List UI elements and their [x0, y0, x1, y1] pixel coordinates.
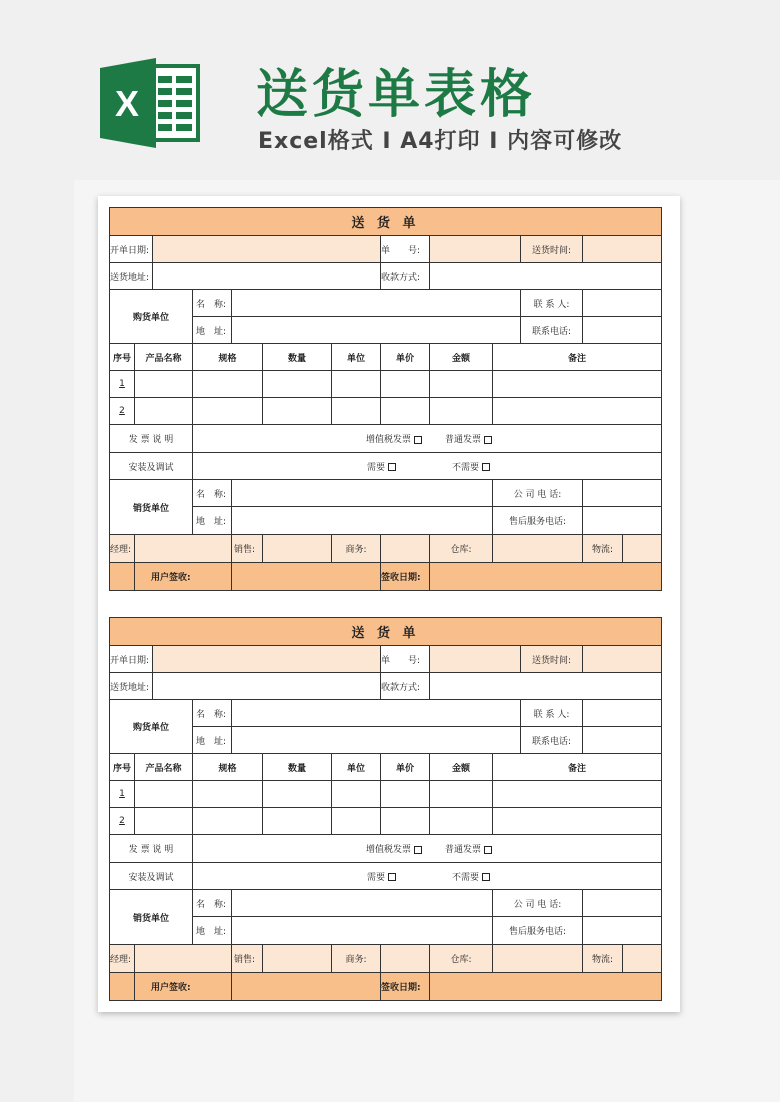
- no-need-checkbox[interactable]: [452, 870, 490, 883]
- col-header-amount: 金额: [429, 753, 493, 781]
- item-row-1-price[interactable]: [380, 370, 430, 398]
- logistics-field[interactable]: [622, 944, 662, 973]
- item-row-1-unit[interactable]: [331, 370, 381, 398]
- no-need-label: 不需要: [452, 872, 480, 883]
- no-need-label: 不需要: [452, 462, 480, 473]
- seller-label: 销货单位: [109, 889, 193, 945]
- sales-label: 销售:: [231, 944, 263, 973]
- contact-phone-label: 联系电话:: [520, 316, 583, 344]
- sign-date-field[interactable]: [429, 562, 662, 591]
- sales-field[interactable]: [262, 944, 332, 973]
- invoice-label: 发 票 说 明: [109, 424, 193, 453]
- warehouse-label: 仓库:: [429, 534, 493, 563]
- payment-method-field[interactable]: [429, 672, 662, 700]
- logistics-label: 物流:: [582, 944, 623, 973]
- vat-invoice-checkbox[interactable]: [366, 432, 422, 445]
- seller-address-field[interactable]: [231, 916, 493, 945]
- checkbox-icon: [414, 436, 422, 444]
- seller-name-field[interactable]: [231, 889, 493, 917]
- form-title: 送 货 单: [109, 207, 662, 236]
- contact-label: 联 系 人:: [520, 289, 583, 317]
- seller-name-label: 名 称:: [192, 889, 232, 917]
- service-phone-field[interactable]: [582, 916, 662, 945]
- business-label: 商务:: [331, 944, 381, 973]
- col-header-spec: 规格: [192, 753, 263, 781]
- order-no-label: 单 号:: [380, 235, 430, 263]
- contact-field[interactable]: [582, 289, 662, 317]
- col-header-product: 产品名称: [134, 343, 193, 371]
- vat-invoice-label: 增值税发票: [366, 435, 412, 445]
- item-row-2-qty[interactable]: [262, 397, 332, 425]
- logistics-label: 物流:: [582, 534, 623, 563]
- item-row-1-price[interactable]: [380, 780, 430, 808]
- item-row-2-product[interactable]: [134, 807, 193, 835]
- delivery-form: [110, 208, 662, 591]
- order-no-field[interactable]: [429, 235, 521, 263]
- manager-label: 经理:: [109, 944, 135, 973]
- checkbox-icon: [484, 846, 492, 854]
- normal-invoice-checkbox[interactable]: [445, 842, 492, 855]
- warehouse-field[interactable]: [492, 944, 583, 973]
- buyer-address-field[interactable]: [231, 316, 521, 344]
- sign-row-blank: [109, 972, 135, 1001]
- delivery-time-field[interactable]: [582, 645, 662, 673]
- service-phone-label: 售后服务电话:: [492, 506, 583, 535]
- no-need-checkbox[interactable]: [452, 460, 490, 473]
- checkbox-icon: [484, 436, 492, 444]
- col-header-no: 序号: [109, 343, 135, 371]
- sign-row-blank: [109, 562, 135, 591]
- item-row-1-spec[interactable]: [192, 370, 263, 398]
- payment-method-field[interactable]: [429, 262, 662, 290]
- open-date-label: 开单日期:: [109, 235, 153, 263]
- service-phone-field[interactable]: [582, 506, 662, 535]
- seller-address-label: 地 址:: [192, 506, 232, 535]
- company-phone-label: 公 司 电 话:: [492, 889, 583, 917]
- invoice-options: [192, 424, 662, 453]
- business-field[interactable]: [380, 944, 430, 973]
- item-row-2-qty[interactable]: [262, 807, 332, 835]
- open-date-field[interactable]: [152, 235, 381, 263]
- normal-invoice-label: 普通发票: [445, 435, 482, 445]
- item-row-1-remark[interactable]: [492, 370, 662, 398]
- item-row-1-product[interactable]: [134, 370, 193, 398]
- seller-address-label: 地 址:: [192, 916, 232, 945]
- item-row-1-qty[interactable]: [262, 370, 332, 398]
- checkbox-icon: [388, 463, 396, 471]
- item-row-1-spec[interactable]: [192, 780, 263, 808]
- delivery-address-label: 送货地址:: [109, 262, 153, 290]
- item-row-1-no: 1: [109, 370, 135, 398]
- page-title: 送货单表格: [256, 65, 537, 125]
- open-date-field[interactable]: [152, 645, 381, 673]
- item-row-1-amount[interactable]: [429, 370, 493, 398]
- item-row-2-remark[interactable]: [492, 807, 662, 835]
- warehouse-label: 仓库:: [429, 944, 493, 973]
- sign-date-label: 签收日期:: [380, 562, 430, 591]
- item-row-2-unit[interactable]: [331, 807, 381, 835]
- item-row-2-no: 2: [109, 397, 135, 425]
- item-row-2-spec[interactable]: [192, 807, 263, 835]
- vat-invoice-label: 增值税发票: [366, 845, 412, 855]
- checkbox-icon: [482, 463, 490, 471]
- col-header-qty: 数量: [262, 343, 332, 371]
- excel-logo-icon: [100, 58, 200, 148]
- business-field[interactable]: [380, 534, 430, 563]
- install-options: [192, 452, 662, 480]
- need-checkbox[interactable]: [367, 460, 396, 473]
- company-phone-label: 公 司 电 话:: [492, 479, 583, 507]
- buyer-name-label: 名 称:: [192, 699, 232, 727]
- normal-invoice-checkbox[interactable]: [445, 432, 492, 445]
- item-row-2-no: 2: [109, 807, 135, 835]
- page-subtitle: Excel格式 I A4打印 I 内容可修改: [258, 129, 623, 154]
- normal-invoice-label: 普通发票: [445, 845, 482, 855]
- buyer-address-field[interactable]: [231, 726, 521, 754]
- buyer-name-field[interactable]: [231, 289, 521, 317]
- delivery-time-field[interactable]: [582, 235, 662, 263]
- manager-field[interactable]: [134, 534, 232, 563]
- delivery-time-label: 送货时间:: [520, 235, 583, 263]
- payment-method-label: 收款方式:: [380, 262, 430, 290]
- user-sign-label: 用户签收:: [134, 972, 232, 1001]
- warehouse-field[interactable]: [492, 534, 583, 563]
- contact-phone-field[interactable]: [582, 726, 662, 754]
- col-header-remark: 备注: [492, 753, 662, 781]
- install-label: 安装及调试: [109, 862, 193, 890]
- seller-label: 销货单位: [109, 479, 193, 535]
- manager-field[interactable]: [134, 944, 232, 973]
- delivery-address-label: 送货地址:: [109, 672, 153, 700]
- item-row-1-amount[interactable]: [429, 780, 493, 808]
- item-row-1-product[interactable]: [134, 780, 193, 808]
- business-label: 商务:: [331, 534, 381, 563]
- svg-text:X: X: [114, 83, 140, 124]
- col-header-no: 序号: [109, 753, 135, 781]
- delivery-time-label: 送货时间:: [520, 645, 583, 673]
- service-phone-label: 售后服务电话:: [492, 916, 583, 945]
- seller-name-field[interactable]: [231, 479, 493, 507]
- item-row-1-unit[interactable]: [331, 780, 381, 808]
- item-row-2-price[interactable]: [380, 397, 430, 425]
- col-header-qty: 数量: [262, 753, 332, 781]
- item-row-2-remark[interactable]: [492, 397, 662, 425]
- buyer-label: 购货单位: [109, 699, 193, 754]
- item-row-2-amount[interactable]: [429, 807, 493, 835]
- item-row-2-unit[interactable]: [331, 397, 381, 425]
- open-date-label: 开单日期:: [109, 645, 153, 673]
- col-header-spec: 规格: [192, 343, 263, 371]
- sales-label: 销售:: [231, 534, 263, 563]
- buyer-address-label: 地 址:: [192, 316, 232, 344]
- col-header-remark: 备注: [492, 343, 662, 371]
- invoice-label: 发 票 说 明: [109, 834, 193, 863]
- sign-date-label: 签收日期:: [380, 972, 430, 1001]
- sign-date-field[interactable]: [429, 972, 662, 1001]
- install-label: 安装及调试: [109, 452, 193, 480]
- buyer-label: 购货单位: [109, 289, 193, 344]
- checkbox-icon: [482, 873, 490, 881]
- user-sign-field[interactable]: [231, 972, 381, 1001]
- contact-phone-field[interactable]: [582, 316, 662, 344]
- buyer-name-field[interactable]: [231, 699, 521, 727]
- invoice-options: [192, 834, 662, 863]
- company-phone-field[interactable]: [582, 479, 662, 507]
- user-sign-field[interactable]: [231, 562, 381, 591]
- checkbox-icon: [414, 846, 422, 854]
- need-label: 需要: [367, 872, 386, 883]
- buyer-address-label: 地 址:: [192, 726, 232, 754]
- seller-name-label: 名 称:: [192, 479, 232, 507]
- col-header-amount: 金额: [429, 343, 493, 371]
- contact-field[interactable]: [582, 699, 662, 727]
- need-checkbox[interactable]: [367, 870, 396, 883]
- item-row-2-amount[interactable]: [429, 397, 493, 425]
- need-label: 需要: [367, 462, 386, 473]
- order-no-label: 单 号:: [380, 645, 430, 673]
- item-row-1-qty[interactable]: [262, 780, 332, 808]
- form-title: 送 货 单: [109, 617, 662, 646]
- vat-invoice-checkbox[interactable]: [366, 842, 422, 855]
- col-header-unit: 单位: [331, 753, 381, 781]
- seller-address-field[interactable]: [231, 506, 493, 535]
- checkbox-icon: [388, 873, 396, 881]
- item-row-2-product[interactable]: [134, 397, 193, 425]
- order-no-field[interactable]: [429, 645, 521, 673]
- sales-field[interactable]: [262, 534, 332, 563]
- logistics-field[interactable]: [622, 534, 662, 563]
- item-row-2-spec[interactable]: [192, 397, 263, 425]
- payment-method-label: 收款方式:: [380, 672, 430, 700]
- item-row-1-no: 1: [109, 780, 135, 808]
- item-row-1-remark[interactable]: [492, 780, 662, 808]
- delivery-address-field[interactable]: [152, 672, 381, 700]
- buyer-name-label: 名 称:: [192, 289, 232, 317]
- company-phone-field[interactable]: [582, 889, 662, 917]
- item-row-2-price[interactable]: [380, 807, 430, 835]
- manager-label: 经理:: [109, 534, 135, 563]
- contact-phone-label: 联系电话:: [520, 726, 583, 754]
- col-header-unit: 单位: [331, 343, 381, 371]
- col-header-price: 单价: [380, 753, 430, 781]
- col-header-price: 单价: [380, 343, 430, 371]
- user-sign-label: 用户签收:: [134, 562, 232, 591]
- col-header-product: 产品名称: [134, 753, 193, 781]
- delivery-form-copy: [110, 618, 662, 1001]
- contact-label: 联 系 人:: [520, 699, 583, 727]
- install-options: [192, 862, 662, 890]
- delivery-address-field[interactable]: [152, 262, 381, 290]
